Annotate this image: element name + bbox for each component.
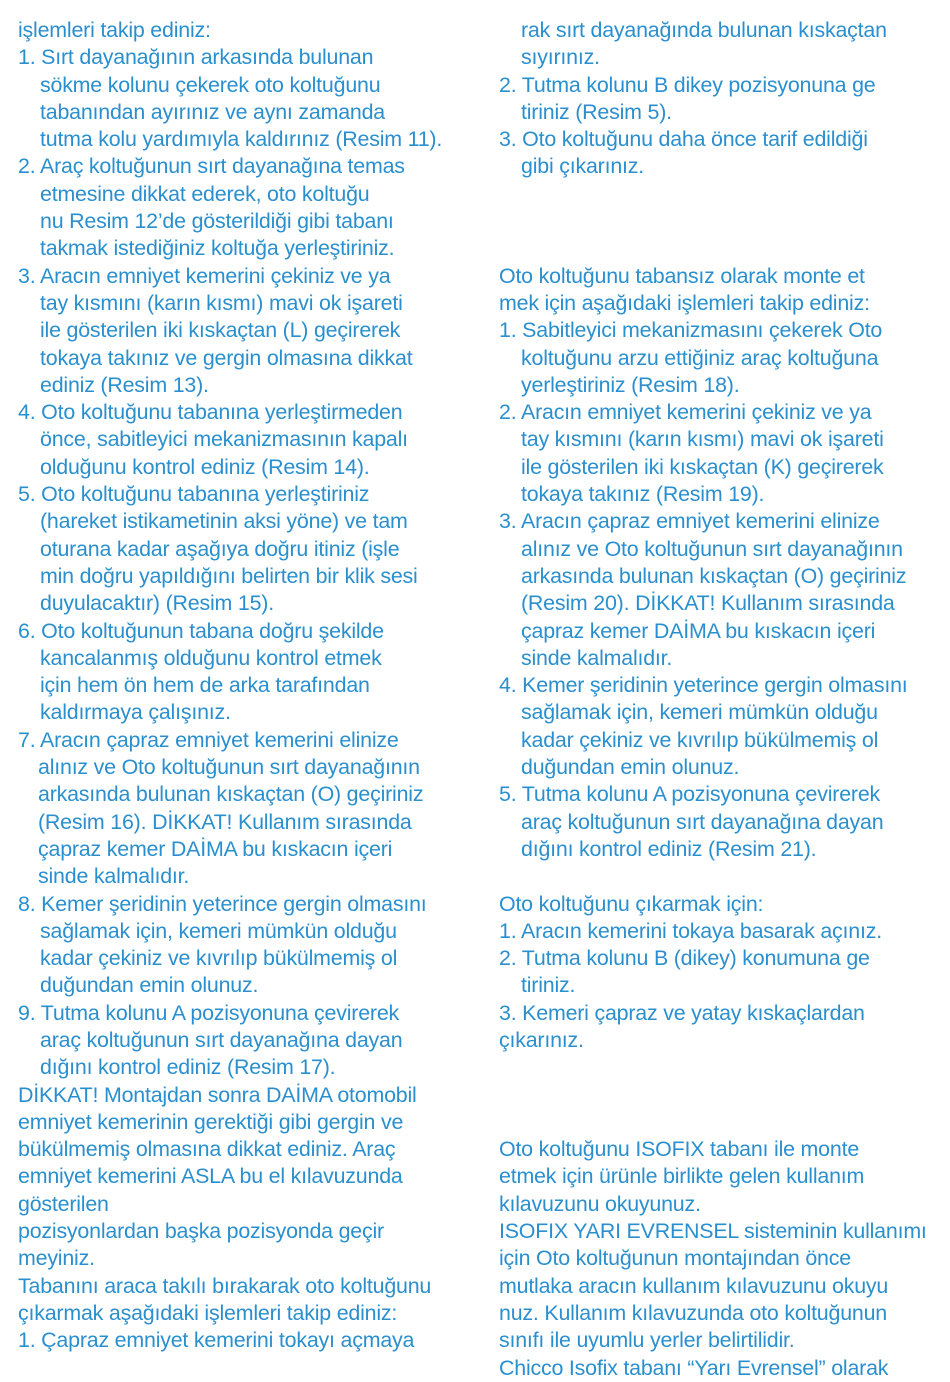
text-line: mek için aşağıdaki işlemleri takip ediniz: — [499, 290, 870, 315]
text-line: tiriniz. — [521, 973, 576, 998]
text-line: 8. Kemer şeridinin yeterince gergin olmasını — [18, 891, 427, 916]
blank-line — [499, 863, 933, 890]
text-line: Chicco Isofix tabanı “Yarı Evrensel” olarak — [499, 1355, 889, 1380]
text-line: gösterilen — [18, 1191, 109, 1216]
text-line: sağlamak için, kemeri mümkün olduğu — [40, 918, 397, 943]
text-line: Oto koltuğunu tabansız olarak monte et — [499, 263, 865, 288]
text-line: kaldırmaya çalışınız. — [40, 700, 231, 725]
text-line: tokaya takınız (Resim 19). — [521, 482, 765, 507]
text-line: duyulacaktır) (Resim 15). — [40, 591, 274, 616]
text-line: 1. Sabitleyici mekanizmasını çekerek Oto — [499, 318, 883, 343]
text-line: duğundan emin olunuz. — [40, 973, 259, 998]
blank-line — [499, 181, 933, 208]
text-line: oturana kadar aşağıya doğru itiniz (işle — [40, 536, 400, 561]
text-line: (hareket istikametinin aksi yöne) ve tam — [40, 509, 408, 534]
text-line: tay kısmını (karın kısmı) mavi ok işareti — [40, 290, 403, 315]
text-line: 5. Oto koltuğunu tabanına yerleştiriniz — [18, 482, 370, 507]
text-line: Oto koltuğunu ISOFIX tabanı ile monte — [499, 1137, 860, 1162]
text-line: emniyet kemerinin gerektiği gibi gergin ve — [18, 1109, 404, 1134]
left-column — [18, 17, 452, 1355]
text-line: çapraz kemer DAİMA bu kıskacın içeri — [38, 836, 393, 861]
text-line: 1. Sırt dayanağının arkasında bulunan — [18, 45, 374, 70]
text-line: için Oto koltuğunun montajından önce — [499, 1246, 851, 1271]
text-line: sağlamak için, kemeri mümkün olduğu — [521, 700, 878, 725]
text-line: Tabanını araca takılı bırakarak oto koltuğunu — [18, 1273, 432, 1298]
text-line: alınız ve Oto koltuğunun sırt dayanağının — [38, 755, 420, 780]
text-line: mutlaka aracın kullanım kılavuzunu okuyu — [499, 1273, 889, 1298]
text-line: arkasında bulunan kıskaçtan (O) geçiriniz — [38, 782, 424, 807]
text-line: 3. Aracın çapraz emniyet kemerini elinize — [499, 509, 880, 534]
text-line: 4. Kemer şeridinin yeterince gergin olmasını — [499, 673, 908, 698]
text-line: kılavuzunu okuyunuz. — [499, 1191, 701, 1216]
text-line: takmak istediğiniz koltuğa yerleştiriniz. — [40, 236, 395, 261]
text-line: 2. Tutma kolunu B dikey pozisyonuna ge — [499, 72, 876, 97]
text-line: ISOFIX YARI EVRENSEL sisteminin kullanımı — [499, 1219, 927, 1244]
text-line: 6. Oto koltuğunun tabana doğru şekilde — [18, 618, 384, 643]
text-line: 1. Çapraz emniyet kemerini tokayı açmaya — [18, 1328, 415, 1353]
text-line: 9. Tutma kolunu A pozisyonuna çevirerek — [18, 1000, 400, 1025]
text-line: sınıfı ile uyumlu yerler belirtilidir. — [499, 1328, 795, 1353]
text-line: araç koltuğunun sırt dayanağına dayan — [40, 1027, 403, 1052]
text-line: olduğunu kontrol ediniz (Resim 14). — [40, 454, 370, 479]
text-line: tokaya takınız ve gergin olmasına dikkat — [40, 345, 413, 370]
text-line: dığını kontrol ediniz (Resim 21). — [521, 836, 817, 861]
text-line: sökme kolunu çekerek oto koltuğunu — [40, 72, 381, 97]
text-line: nuz. Kullanım kılavuzunda oto koltuğunun — [499, 1300, 887, 1325]
text-line: ile gösterilen iki kıskaçtan (K) geçirerek — [521, 454, 884, 479]
text-line: koltuğunu arzu ettiğiniz araç koltuğuna — [521, 345, 879, 370]
text-line: meyiniz. — [18, 1246, 95, 1271]
text-line: 3. Aracın emniyet kemerini çekiniz ve ya — [18, 263, 391, 288]
blank-line — [499, 1082, 933, 1109]
text-line: nu Resim 12’de gösterildiği gibi tabanı — [40, 209, 394, 234]
text-line: ediniz (Resim 13). — [40, 372, 209, 397]
text-line: tiriniz (Resim 5). — [521, 99, 672, 124]
text-line: çapraz kemer DAİMA bu kıskacın içeri — [521, 618, 876, 643]
text-line: emniyet kemerini ASLA bu el kılavuzunda — [18, 1164, 403, 1189]
text-line: duğundan emin olunuz. — [521, 755, 740, 780]
text-line: kadar çekiniz ve kıvrılıp bükülmemiş ol — [40, 946, 398, 971]
text-line: (Resim 16). DİKKAT! Kullanım sırasında — [38, 809, 412, 834]
text-line: sinde kalmalıdır. — [38, 864, 190, 889]
text-line: sinde kalmalıdır. — [521, 645, 673, 670]
text-line: tay kısmını (karın kısmı) mavi ok işareti — [521, 427, 884, 452]
text-line: arkasında bulunan kıskaçtan (O) geçiriniz — [521, 563, 907, 588]
text-line: etmesine dikkat ederek, oto koltuğu — [40, 181, 370, 206]
text-line: 3. Kemeri çapraz ve yatay kıskaçlardan — [499, 1000, 865, 1025]
blank-line — [499, 208, 933, 235]
text-line: alınız ve Oto koltuğunun sırt dayanağının — [521, 536, 903, 561]
text-line: dığını kontrol ediniz (Resim 17). — [40, 1055, 336, 1080]
text-line: için hem ön hem de arka tarafından — [40, 673, 370, 698]
text-line: yerleştiriniz (Resim 18). — [521, 372, 740, 397]
text-line: ile gösterilen iki kıskaçtan (L) geçirerek — [40, 318, 401, 343]
text-line: kadar çekiniz ve kıvrılıp bükülmemiş ol — [521, 727, 879, 752]
text-line: bükülmemiş olmasına dikkat ediniz. Araç — [18, 1137, 396, 1162]
text-line: önce, sabitleyici mekanizmasının kapalı — [40, 427, 408, 452]
right-column — [499, 17, 933, 1382]
text-line: pozisyonlardan başka pozisyonda geçir — [18, 1219, 384, 1244]
text-line: tutma kolu yardımıyla kaldırınız (Resim 11). — [40, 127, 443, 152]
text-line: gibi çıkarınız. — [521, 154, 645, 179]
text-line: (Resim 20). DİKKAT! Kullanım sırasında — [521, 591, 895, 616]
blank-line — [499, 1054, 933, 1081]
text-line: sıyırınız. — [521, 45, 600, 70]
text-line: 7. Aracın çapraz emniyet kemerini elinize — [18, 727, 399, 752]
text-line: DİKKAT! Montajdan sonra DAİMA otomobil — [18, 1082, 417, 1107]
blank-line — [499, 235, 933, 262]
text-line: 1. Aracın kemerini tokaya basarak açınız. — [499, 918, 882, 943]
text-line: min doğru yapıldığını belirten bir klik sesi — [40, 563, 418, 588]
text-line: Oto koltuğunu çıkarmak için: — [499, 891, 764, 916]
text-line: 2. Araç koltuğunun sırt dayanağına temas — [18, 154, 405, 179]
text-line: 3. Oto koltuğunu daha önce tarif edildiği — [499, 127, 868, 152]
text-line: 4. Oto koltuğunu tabanına yerleştirmeden — [18, 400, 403, 425]
text-line: kancalanmış olduğunu kontrol etmek — [40, 645, 382, 670]
text-line: 5. Tutma kolunu A pozisyonuna çevirerek — [499, 782, 881, 807]
text-line: etmek için ürünle birlikte gelen kullanım — [499, 1164, 865, 1189]
text-line: rak sırt dayanağında bulunan kıskaçtan — [521, 18, 887, 42]
text-line: 2. Aracın emniyet kemerini çekiniz ve ya — [499, 400, 872, 425]
text-line: araç koltuğunun sırt dayanağına dayan — [521, 809, 884, 834]
text-line: çıkarmak aşağıdaki işlemleri takip ediniz: — [18, 1300, 398, 1325]
text-line: çıkarınız. — [499, 1027, 584, 1052]
text-line: tabanından ayırınız ve aynı zamanda — [40, 99, 385, 124]
text-line: işlemleri takip ediniz: — [18, 18, 211, 42]
text-line: 2. Tutma kolunu B (dikey) konumuna ge — [499, 946, 870, 971]
blank-line — [499, 1109, 933, 1136]
